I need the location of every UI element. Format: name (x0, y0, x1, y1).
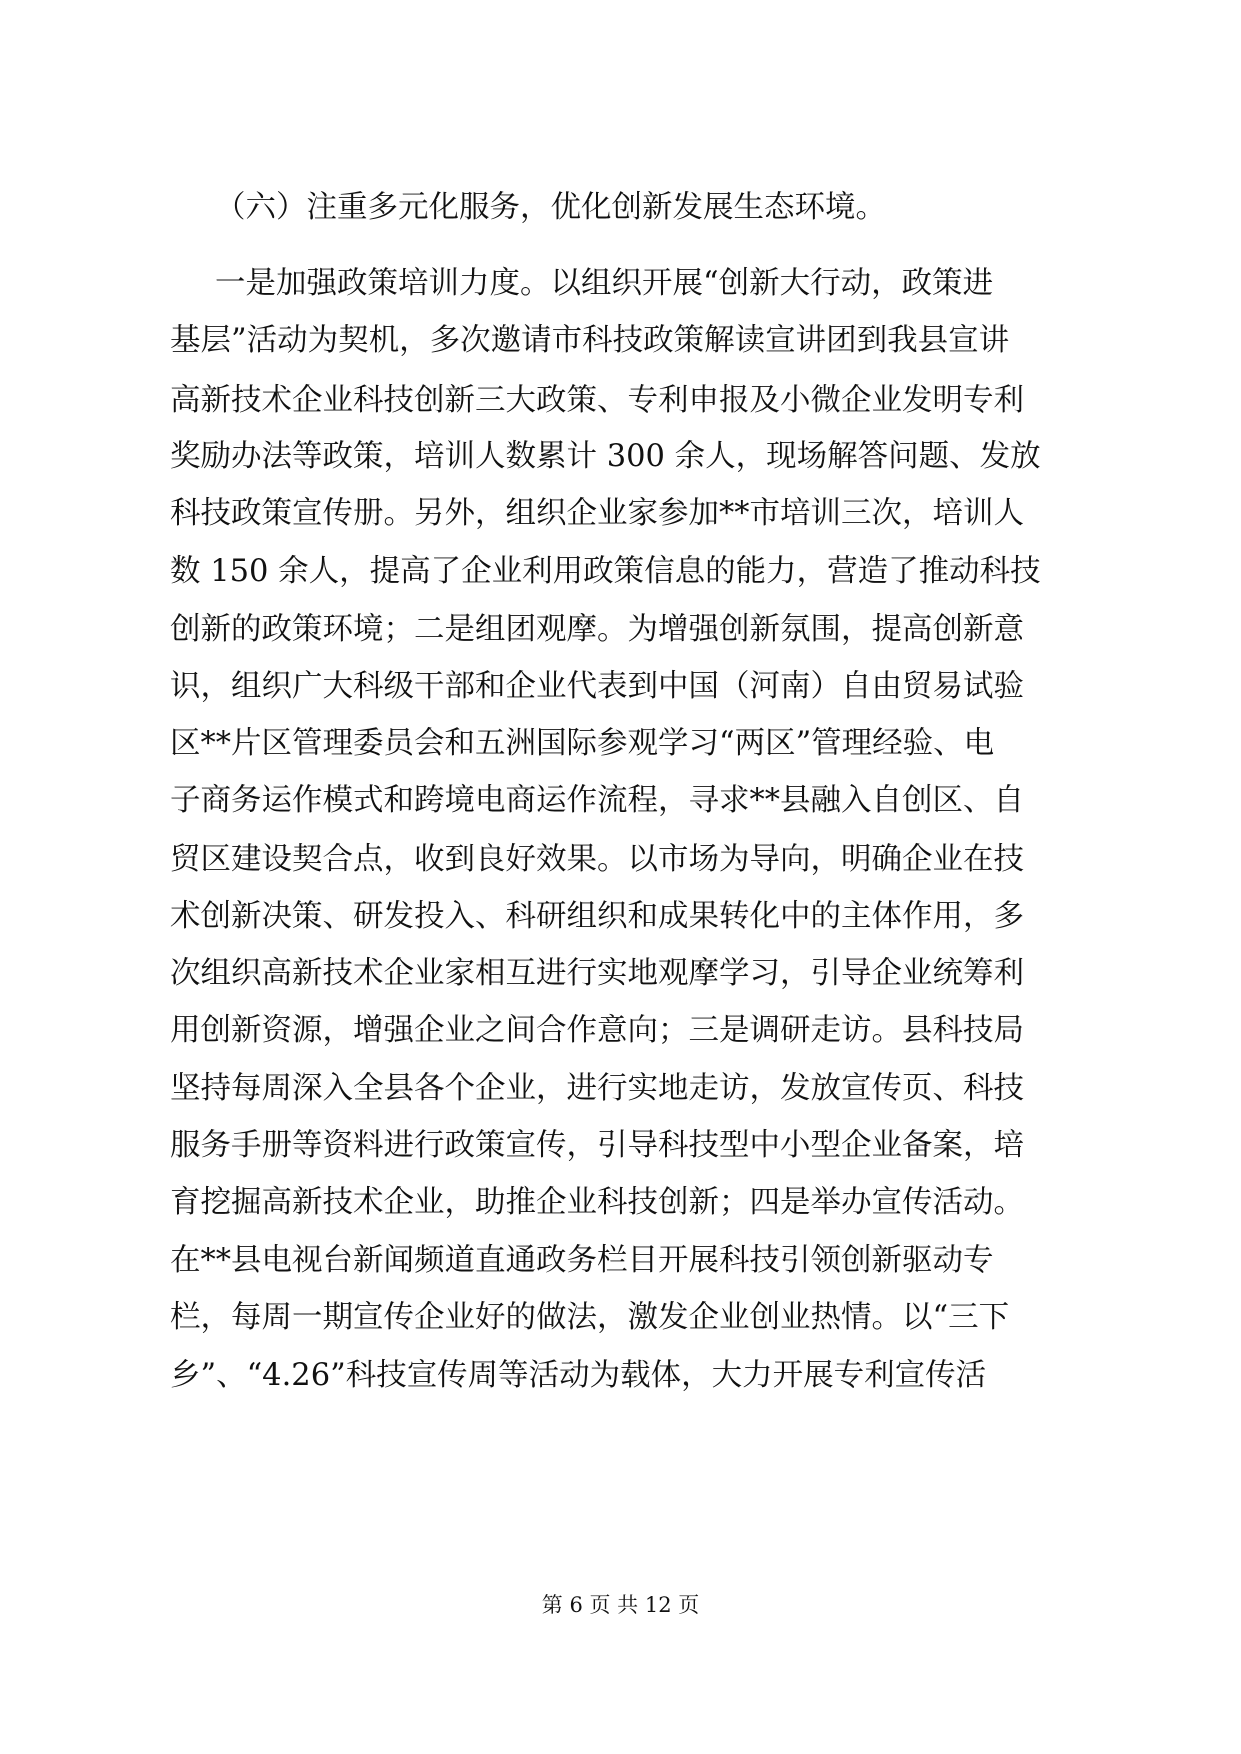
paragraph-line: 次组织高新技术企业家相互进行实地观摩学习，引导企业统筹利 (170, 956, 1024, 991)
paragraph-line: 高新技术企业科技创新三大政策、专利申报及小微企业发明专利 (170, 383, 1024, 418)
paragraph-line: 在**县电视台新闻频道直通政务栏目开展科技引领创新驱动专 (170, 1243, 994, 1278)
paragraph-line: 贸区建设契合点，收到良好效果。以市场为导向，明确企业在技 (170, 842, 1024, 877)
paragraph-line: 子商务运作模式和跨境电商运作流程，寻求**县融入自创区、自 (170, 783, 1024, 818)
page-number-footer: 第 6 页 共 12 页 (541, 1593, 700, 1617)
paragraph-line: 识，组织广大科级干部和企业代表到中国（河南）自由贸易试验 (170, 669, 1024, 704)
paragraph-line: 栏，每周一期宣传企业好的做法，激发企业创业热情。以“三下 (170, 1300, 1010, 1335)
paragraph-line: 育挖掘高新技术企业，助推企业科技创新；四是举办宣传活动。 (170, 1185, 1024, 1220)
paragraph-line: 奖励办法等政策，培训人数累计 300 余人，现场解答问题、发放 (170, 439, 1041, 474)
paragraph-line: 用创新资源，增强企业之间合作意向；三是调研走访。县科技局 (170, 1013, 1024, 1048)
paragraph-line: 基层”活动为契机，多次邀请市科技政策解读宣讲团到我县宣讲 (170, 323, 1010, 358)
paragraph-line: 坚持每周深入全县各个企业，进行实地走访，发放宣传页、科技 (170, 1071, 1024, 1106)
paragraph-line: 区**片区管理委员会和五洲国际参观学习“两区”管理经验、电 (170, 726, 995, 761)
paragraph-line: 创新的政策环境；二是组团观摩。为增强创新氛围，提高创新意 (170, 612, 1024, 647)
paragraph-line: 服务手册等资料进行政策宣传，引导科技型中小型企业备案，培 (170, 1128, 1024, 1163)
paragraph-line: 数 150 余人，提高了企业利用政策信息的能力，营造了推动科技 (170, 554, 1041, 589)
section-heading: （六）注重多元化服务，优化创新发展生态环境。 (215, 190, 886, 225)
paragraph-line: 乡”、“4.26”科技宣传周等活动为载体，大力开展专利宣传活 (170, 1358, 987, 1393)
paragraph-line: 科技政策宣传册。另外，组织企业家参加**市培训三次，培训人 (170, 496, 1024, 531)
paragraph-line: 术创新决策、研发投入、科研组织和成果转化中的主体作用，多 (170, 899, 1024, 934)
paragraph-line: 一是加强政策培训力度。以组织开展“创新大行动，政策进 (215, 266, 994, 301)
